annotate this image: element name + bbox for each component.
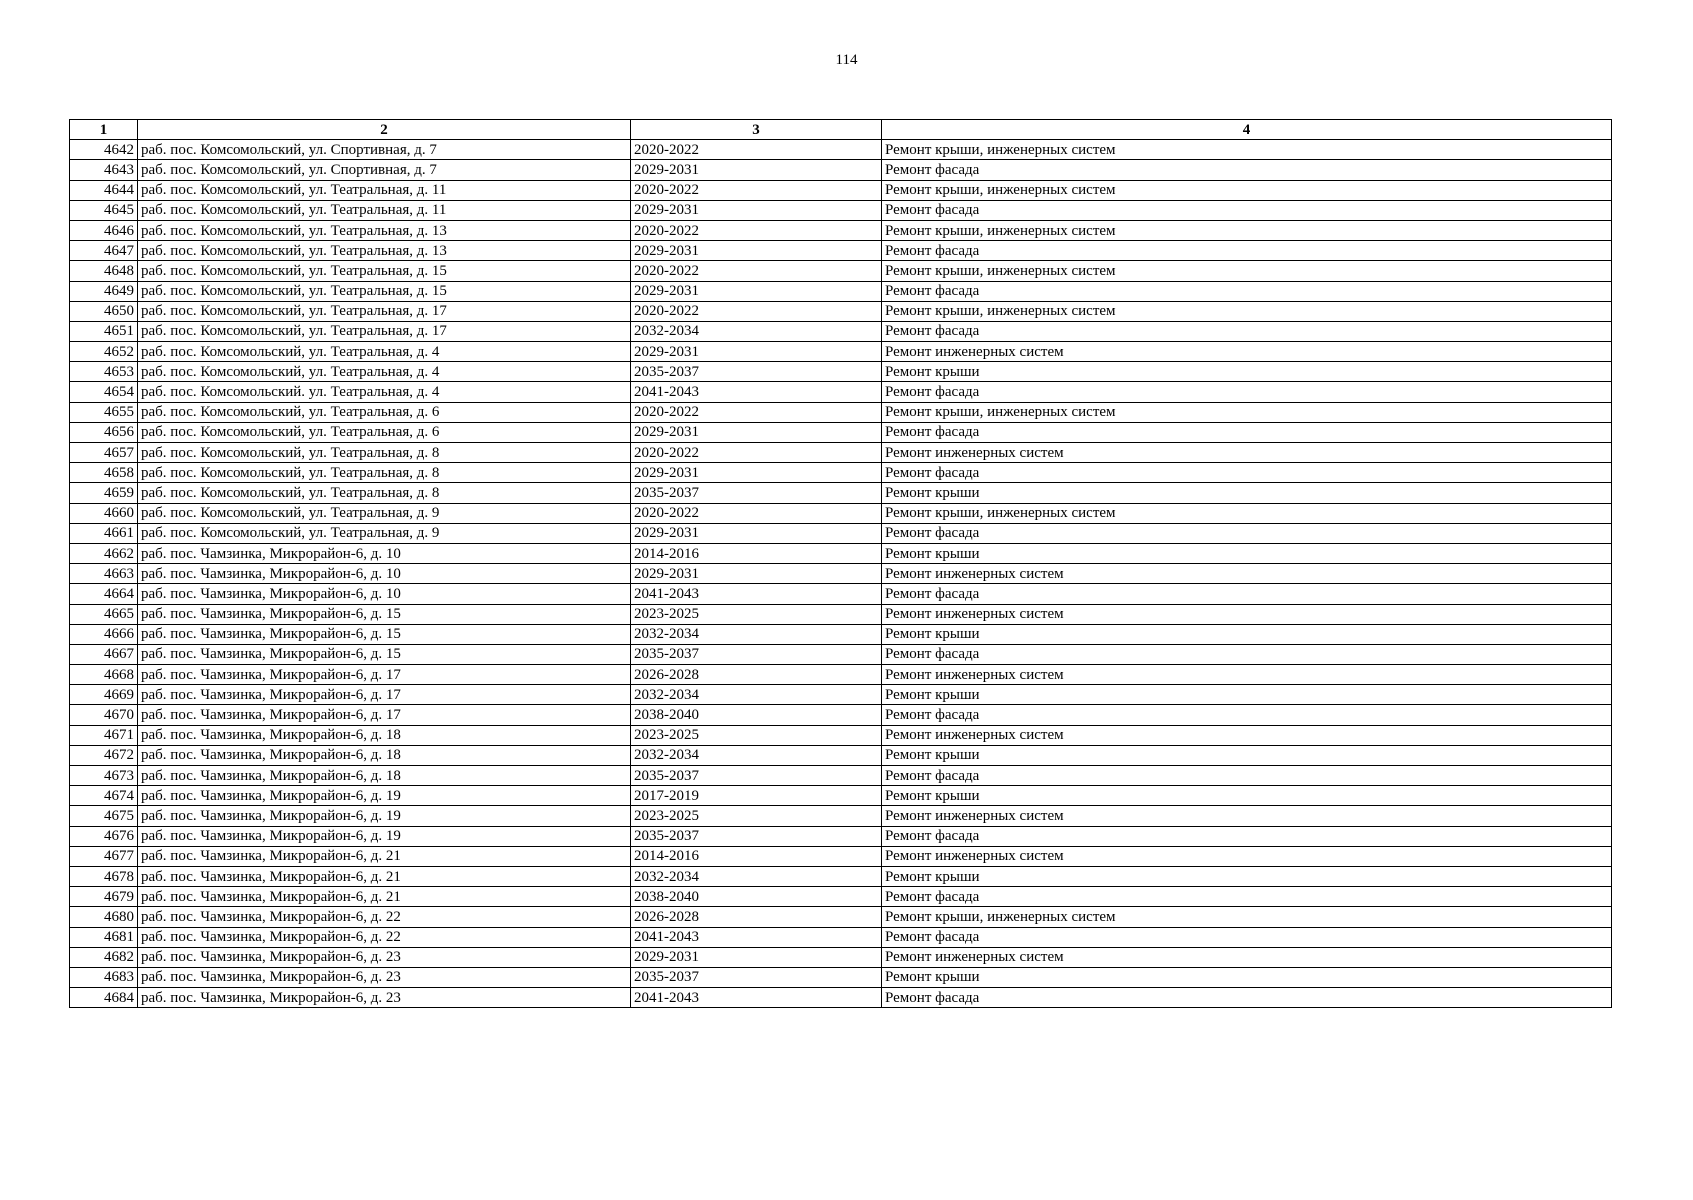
- period-cell: 2041-2043: [631, 382, 882, 402]
- table-row: [70, 503, 1612, 523]
- table-row: [70, 725, 1612, 745]
- address-cell: раб. пос. Комсомольский, ул. Театральная, д. 15: [138, 281, 631, 301]
- address-cell: раб. пос. Чамзинка, Микрорайон-6, д. 17: [138, 685, 631, 705]
- work-type-cell: Ремонт фасада: [882, 422, 1612, 442]
- address-cell: раб. пос. Комсомольский, ул. Театральная, д. 9: [138, 503, 631, 523]
- table-row: [70, 281, 1612, 301]
- address-cell: раб. пос. Комсомольский, ул. Театральная, д. 4: [138, 362, 631, 382]
- period-cell: 2041-2043: [631, 927, 882, 947]
- work-type-cell: Ремонт фасада: [882, 160, 1612, 180]
- address-cell: раб. пос. Комсомольский, ул. Театральная, д. 13: [138, 241, 631, 261]
- address-cell: раб. пос. Чамзинка, Микрорайон-6, д. 23: [138, 988, 631, 1008]
- table-row: [70, 301, 1612, 321]
- period-cell: 2029-2031: [631, 160, 882, 180]
- row-number-cell: 4655: [70, 402, 138, 422]
- row-number-cell: 4670: [70, 705, 138, 725]
- address-cell: раб. пос. Чамзинка, Микрорайон-6, д. 23: [138, 947, 631, 967]
- period-cell: 2029-2031: [631, 200, 882, 220]
- row-number-cell: 4658: [70, 463, 138, 483]
- table-row: [70, 624, 1612, 644]
- table-row: [70, 967, 1612, 987]
- header-col-2: 2: [138, 120, 631, 140]
- work-type-cell: Ремонт крыши: [882, 362, 1612, 382]
- table-row: [70, 806, 1612, 826]
- table-row: [70, 241, 1612, 261]
- table-header: [70, 120, 1612, 140]
- row-number-cell: 4672: [70, 745, 138, 765]
- table-row: [70, 362, 1612, 382]
- period-cell: 2041-2043: [631, 988, 882, 1008]
- address-cell: раб. пос. Чамзинка, Микрорайон-6, д. 22: [138, 927, 631, 947]
- work-type-cell: Ремонт фасада: [882, 382, 1612, 402]
- row-number-cell: 4675: [70, 806, 138, 826]
- period-cell: 2029-2031: [631, 241, 882, 261]
- address-cell: раб. пос. Комсомольский, ул. Театральная, д. 11: [138, 200, 631, 220]
- period-cell: 2020-2022: [631, 503, 882, 523]
- work-type-cell: Ремонт фасада: [882, 200, 1612, 220]
- row-number-cell: 4681: [70, 927, 138, 947]
- row-number-cell: 4662: [70, 543, 138, 563]
- table-row: [70, 866, 1612, 886]
- period-cell: 2020-2022: [631, 443, 882, 463]
- address-cell: раб. пос. Чамзинка, Микрорайон-6, д. 22: [138, 907, 631, 927]
- work-type-cell: Ремонт крыши: [882, 967, 1612, 987]
- table-row: [70, 140, 1612, 160]
- work-type-cell: Ремонт крыши, инженерных систем: [882, 301, 1612, 321]
- address-cell: раб. пос. Чамзинка, Микрорайон-6, д. 18: [138, 745, 631, 765]
- period-cell: 2035-2037: [631, 483, 882, 503]
- table-row: [70, 846, 1612, 866]
- address-cell: раб. пос. Комсомольский, ул. Спортивная, д. 7: [138, 140, 631, 160]
- table-row: [70, 463, 1612, 483]
- address-cell: раб. пос. Комсомольский, ул. Театральная, д. 15: [138, 261, 631, 281]
- period-cell: 2020-2022: [631, 301, 882, 321]
- work-type-cell: Ремонт крыши, инженерных систем: [882, 907, 1612, 927]
- table-row: [70, 604, 1612, 624]
- table-row: [70, 543, 1612, 563]
- row-number-cell: 4674: [70, 786, 138, 806]
- row-number-cell: 4684: [70, 988, 138, 1008]
- address-cell: раб. пос. Чамзинка, Микрорайон-6, д. 19: [138, 786, 631, 806]
- period-cell: 2026-2028: [631, 907, 882, 927]
- table-row: [70, 644, 1612, 664]
- row-number-cell: 4678: [70, 866, 138, 886]
- row-number-cell: 4682: [70, 947, 138, 967]
- row-number-cell: 4677: [70, 846, 138, 866]
- page-number: 114: [835, 52, 858, 68]
- period-cell: 2026-2028: [631, 665, 882, 685]
- work-type-cell: Ремонт крыши, инженерных систем: [882, 261, 1612, 281]
- registry-table: [69, 119, 1612, 1008]
- header-col-4: 4: [882, 120, 1612, 140]
- row-number-cell: 4656: [70, 422, 138, 442]
- row-number-cell: 4683: [70, 967, 138, 987]
- table-row: [70, 220, 1612, 240]
- address-cell: раб. пос. Комсомольский, ул. Театральная, д. 8: [138, 463, 631, 483]
- header-col-1: 1: [70, 120, 138, 140]
- work-type-cell: Ремонт инженерных систем: [882, 806, 1612, 826]
- table-body: [70, 140, 1612, 1008]
- row-number-cell: 4660: [70, 503, 138, 523]
- work-type-cell: Ремонт крыши, инженерных систем: [882, 503, 1612, 523]
- address-cell: раб. пос. Чамзинка, Микрорайон-6, д. 18: [138, 766, 631, 786]
- row-number-cell: 4679: [70, 887, 138, 907]
- table-row: [70, 564, 1612, 584]
- address-cell: раб. пос. Чамзинка, Микрорайон-6, д. 15: [138, 604, 631, 624]
- work-type-cell: Ремонт фасада: [882, 766, 1612, 786]
- period-cell: 2023-2025: [631, 604, 882, 624]
- row-number-cell: 4654: [70, 382, 138, 402]
- address-cell: раб. пос. Чамзинка, Микрорайон-6, д. 15: [138, 624, 631, 644]
- period-cell: 2032-2034: [631, 866, 882, 886]
- period-cell: 2029-2031: [631, 523, 882, 543]
- row-number-cell: 4665: [70, 604, 138, 624]
- row-number-cell: 4680: [70, 907, 138, 927]
- header-row: [70, 120, 1612, 140]
- row-number-cell: 4669: [70, 685, 138, 705]
- row-number-cell: 4676: [70, 826, 138, 846]
- address-cell: раб. пос. Комсомольский, ул. Театральная, д. 4: [138, 342, 631, 362]
- row-number-cell: 4653: [70, 362, 138, 382]
- table-row: [70, 342, 1612, 362]
- table-row: [70, 261, 1612, 281]
- table-row: [70, 786, 1612, 806]
- table-row: [70, 887, 1612, 907]
- work-type-cell: Ремонт инженерных систем: [882, 564, 1612, 584]
- table-row: [70, 443, 1612, 463]
- address-cell: раб. пос. Комсомольский. ул. Театральная, д. 4: [138, 382, 631, 402]
- address-cell: раб. пос. Чамзинка, Микрорайон-6, д. 18: [138, 725, 631, 745]
- period-cell: 2029-2031: [631, 342, 882, 362]
- row-number-cell: 4643: [70, 160, 138, 180]
- period-cell: 2014-2016: [631, 846, 882, 866]
- row-number-cell: 4642: [70, 140, 138, 160]
- table-row: [70, 907, 1612, 927]
- row-number-cell: 4667: [70, 644, 138, 664]
- work-type-cell: Ремонт фасада: [882, 705, 1612, 725]
- period-cell: 2035-2037: [631, 826, 882, 846]
- row-number-cell: 4668: [70, 665, 138, 685]
- period-cell: 2041-2043: [631, 584, 882, 604]
- work-type-cell: Ремонт крыши: [882, 685, 1612, 705]
- period-cell: 2020-2022: [631, 180, 882, 200]
- address-cell: раб. пос. Комсомольский, ул. Спортивная, д. 7: [138, 160, 631, 180]
- address-cell: раб. пос. Чамзинка, Микрорайон-6, д. 17: [138, 705, 631, 725]
- row-number-cell: 4648: [70, 261, 138, 281]
- work-type-cell: Ремонт фасада: [882, 988, 1612, 1008]
- period-cell: 2020-2022: [631, 261, 882, 281]
- row-number-cell: 4659: [70, 483, 138, 503]
- address-cell: раб. пос. Чамзинка, Микрорайон-6, д. 10: [138, 543, 631, 563]
- row-number-cell: 4661: [70, 523, 138, 543]
- work-type-cell: Ремонт инженерных систем: [882, 342, 1612, 362]
- period-cell: 2020-2022: [631, 402, 882, 422]
- row-number-cell: 4663: [70, 564, 138, 584]
- work-type-cell: Ремонт фасада: [882, 826, 1612, 846]
- table-row: [70, 665, 1612, 685]
- work-type-cell: Ремонт фасада: [882, 281, 1612, 301]
- table-row: [70, 523, 1612, 543]
- address-cell: раб. пос. Чамзинка, Микрорайон-6, д. 10: [138, 564, 631, 584]
- period-cell: 2032-2034: [631, 624, 882, 644]
- address-cell: раб. пос. Комсомольский, ул. Театральная, д. 8: [138, 483, 631, 503]
- work-type-cell: Ремонт инженерных систем: [882, 665, 1612, 685]
- table-row: [70, 160, 1612, 180]
- period-cell: 2032-2034: [631, 321, 882, 341]
- row-number-cell: 4650: [70, 301, 138, 321]
- table-row: [70, 766, 1612, 786]
- period-cell: 2023-2025: [631, 725, 882, 745]
- row-number-cell: 4649: [70, 281, 138, 301]
- address-cell: раб. пос. Чамзинка, Микрорайон-6, д. 19: [138, 806, 631, 826]
- work-type-cell: Ремонт фасада: [882, 887, 1612, 907]
- table-row: [70, 422, 1612, 442]
- period-cell: 2035-2037: [631, 967, 882, 987]
- work-type-cell: Ремонт фасада: [882, 321, 1612, 341]
- table-row: [70, 584, 1612, 604]
- period-cell: 2014-2016: [631, 543, 882, 563]
- address-cell: раб. пос. Чамзинка, Микрорайон-6, д. 21: [138, 866, 631, 886]
- table-row: [70, 988, 1612, 1008]
- address-cell: раб. пос. Комсомольский, ул. Театральная, д. 6: [138, 422, 631, 442]
- row-number-cell: 4671: [70, 725, 138, 745]
- address-cell: раб. пос. Комсомольский, ул. Театральная, д. 13: [138, 220, 631, 240]
- work-type-cell: Ремонт крыши: [882, 543, 1612, 563]
- address-cell: раб. пос. Чамзинка, Микрорайон-6, д. 15: [138, 644, 631, 664]
- row-number-cell: 4664: [70, 584, 138, 604]
- work-type-cell: Ремонт фасада: [882, 927, 1612, 947]
- table-row: [70, 705, 1612, 725]
- table-row: [70, 947, 1612, 967]
- table-row: [70, 200, 1612, 220]
- period-cell: 2029-2031: [631, 281, 882, 301]
- work-type-cell: Ремонт крыши: [882, 624, 1612, 644]
- row-number-cell: 4652: [70, 342, 138, 362]
- address-cell: раб. пос. Комсомольский, ул. Театральная, д. 17: [138, 301, 631, 321]
- row-number-cell: 4651: [70, 321, 138, 341]
- work-type-cell: Ремонт крыши: [882, 786, 1612, 806]
- work-type-cell: Ремонт фасада: [882, 463, 1612, 483]
- period-cell: 2029-2031: [631, 947, 882, 967]
- address-cell: раб. пос. Комсомольский, ул. Театральная, д. 8: [138, 443, 631, 463]
- address-cell: раб. пос. Комсомольский, ул. Театральная, д. 11: [138, 180, 631, 200]
- table-row: [70, 826, 1612, 846]
- row-number-cell: 4644: [70, 180, 138, 200]
- work-type-cell: Ремонт инженерных систем: [882, 725, 1612, 745]
- address-cell: раб. пос. Чамзинка, Микрорайон-6, д. 21: [138, 887, 631, 907]
- work-type-cell: Ремонт крыши, инженерных систем: [882, 180, 1612, 200]
- table-row: [70, 321, 1612, 341]
- work-type-cell: Ремонт крыши: [882, 483, 1612, 503]
- address-cell: раб. пос. Чамзинка, Микрорайон-6, д. 23: [138, 967, 631, 987]
- header-col-3: 3: [631, 120, 882, 140]
- table-row: [70, 685, 1612, 705]
- address-cell: раб. пос. Комсомольский, ул. Театральная, д. 17: [138, 321, 631, 341]
- work-type-cell: Ремонт крыши: [882, 866, 1612, 886]
- table-row: [70, 483, 1612, 503]
- address-cell: раб. пос. Комсомольский, ул. Театральная, д. 6: [138, 402, 631, 422]
- row-number-cell: 4673: [70, 766, 138, 786]
- period-cell: 2029-2031: [631, 422, 882, 442]
- work-type-cell: Ремонт фасада: [882, 523, 1612, 543]
- period-cell: 2035-2037: [631, 644, 882, 664]
- table-row: [70, 402, 1612, 422]
- period-cell: 2035-2037: [631, 766, 882, 786]
- address-cell: раб. пос. Комсомольский, ул. Театральная, д. 9: [138, 523, 631, 543]
- row-number-cell: 4657: [70, 443, 138, 463]
- table-row: [70, 180, 1612, 200]
- period-cell: 2017-2019: [631, 786, 882, 806]
- period-cell: 2020-2022: [631, 220, 882, 240]
- row-number-cell: 4666: [70, 624, 138, 644]
- period-cell: 2038-2040: [631, 887, 882, 907]
- period-cell: 2032-2034: [631, 745, 882, 765]
- period-cell: 2032-2034: [631, 685, 882, 705]
- work-type-cell: Ремонт фасада: [882, 241, 1612, 261]
- work-type-cell: Ремонт инженерных систем: [882, 947, 1612, 967]
- work-type-cell: Ремонт инженерных систем: [882, 443, 1612, 463]
- address-cell: раб. пос. Чамзинка, Микрорайон-6, д. 17: [138, 665, 631, 685]
- row-number-cell: 4645: [70, 200, 138, 220]
- row-number-cell: 4646: [70, 220, 138, 240]
- table-row: [70, 745, 1612, 765]
- period-cell: 2029-2031: [631, 564, 882, 584]
- work-type-cell: Ремонт фасада: [882, 644, 1612, 664]
- address-cell: раб. пос. Чамзинка, Микрорайон-6, д. 10: [138, 584, 631, 604]
- period-cell: 2023-2025: [631, 806, 882, 826]
- address-cell: раб. пос. Чамзинка, Микрорайон-6, д. 19: [138, 826, 631, 846]
- period-cell: 2020-2022: [631, 140, 882, 160]
- work-type-cell: Ремонт инженерных систем: [882, 846, 1612, 866]
- table-row: [70, 382, 1612, 402]
- address-cell: раб. пос. Чамзинка, Микрорайон-6, д. 21: [138, 846, 631, 866]
- work-type-cell: Ремонт фасада: [882, 584, 1612, 604]
- period-cell: 2038-2040: [631, 705, 882, 725]
- work-type-cell: Ремонт крыши, инженерных систем: [882, 220, 1612, 240]
- work-type-cell: Ремонт крыши: [882, 745, 1612, 765]
- work-type-cell: Ремонт крыши, инженерных систем: [882, 140, 1612, 160]
- work-type-cell: Ремонт инженерных систем: [882, 604, 1612, 624]
- period-cell: 2035-2037: [631, 362, 882, 382]
- row-number-cell: 4647: [70, 241, 138, 261]
- period-cell: 2029-2031: [631, 463, 882, 483]
- work-type-cell: Ремонт крыши, инженерных систем: [882, 402, 1612, 422]
- table-row: [70, 927, 1612, 947]
